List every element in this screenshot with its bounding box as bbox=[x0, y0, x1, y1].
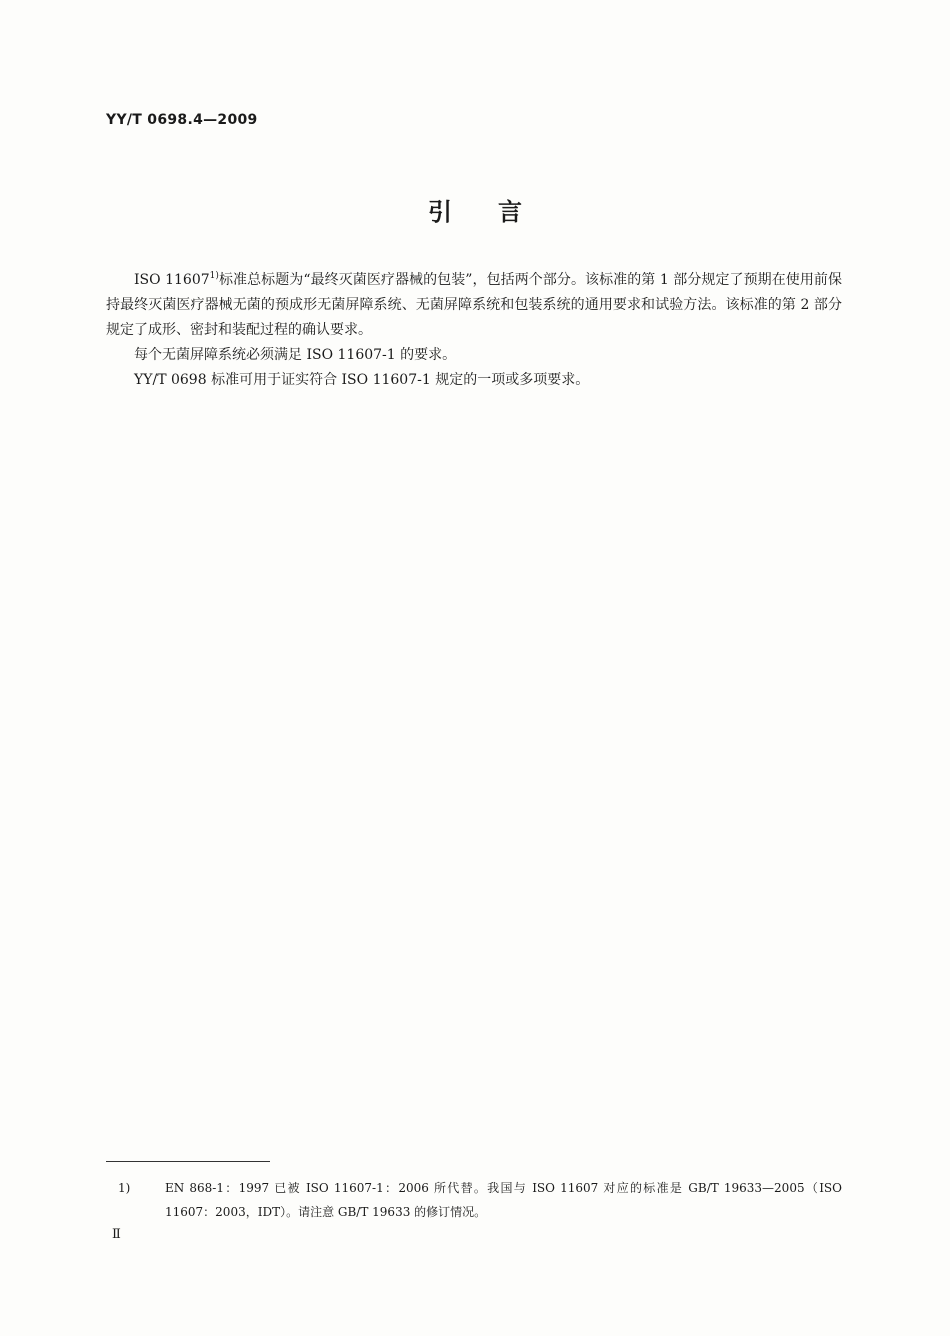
paragraph-1-start: ISO 11607 bbox=[134, 272, 210, 288]
footnote-mark: 1) bbox=[118, 1181, 131, 1195]
standard-number: YY/T 0698.4—2009 bbox=[106, 112, 258, 128]
footnote bbox=[106, 1176, 842, 1224]
footnote-text: EN 868-1：1997 已被 ISO 11607-1：2006 所代替。我国与 ISO 11607 对应的标准是 GB/T 19633—2005（ISO 11607：2003，IDT）。请注意 GB/T 19633 的修订情况。 bbox=[165, 1181, 842, 1219]
paragraph-1-rest: 标准总标题为“最终灭菌医疗器械的包装”，包括两个部分。该标准的第 1 部分规定了预期在使用前保持最终灭菌医疗器械无菌的预成形无菌屏障系统、无菌屏障系统和包装系统的通用要求和试验方法。该标准的第 2 部分规定了成形、密封和装配过程的确认要求。 bbox=[106, 272, 842, 338]
paragraph-2: 每个无菌屏障系统必须满足 ISO 11607-1 的要求。 bbox=[134, 347, 457, 363]
paragraph-3: YY/T 0698 标准可用于证实符合 ISO 11607-1 规定的一项或多项要求。 bbox=[134, 372, 590, 388]
paragraph-1 bbox=[106, 268, 842, 343]
page-title: 引言 bbox=[428, 198, 568, 226]
footnote-reference: 1) bbox=[209, 271, 219, 281]
footnote-divider bbox=[106, 1161, 270, 1162]
introduction-body bbox=[106, 268, 842, 393]
page-number: Ⅱ bbox=[112, 1227, 121, 1242]
